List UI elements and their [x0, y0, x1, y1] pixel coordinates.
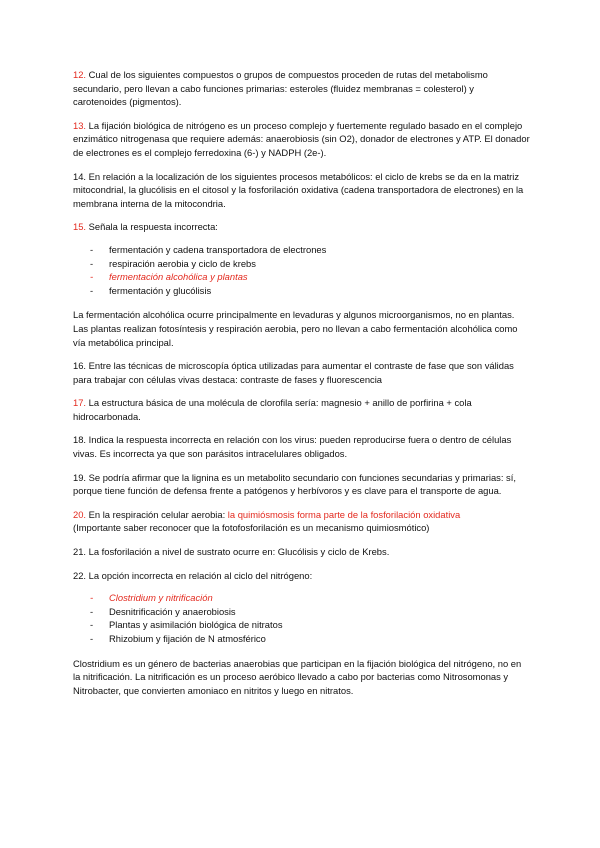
question-text: La estructura básica de una molécula de clorofila sería: magnesio + anillo de porfirina + cola hidrocarbonada.	[73, 397, 472, 422]
question-number: 12.	[73, 69, 87, 80]
question-15-explanation: La fermentación alcohólica ocurre principalmente en levaduras y algunos microorganismos, no en plantas. Las plantas realizan fotosíntesis y respiración aerobia, pero no llevan a cabo fermentación alcohólica como vía metabólica principal.	[73, 309, 518, 348]
question-22-explanation: Clostridium es un género de bacterias anaerobias que participan en la fijación biológica del nitrógeno, no en la nitrificación. La nitrificación es un proceso aeróbico llevado a cabo por bacterias como Nitrosomonas y Nitrobacter, que convierten amoniaco en nitritos y luego en nitratos.	[73, 657, 522, 696]
question-14	[73, 170, 530, 211]
option-item: - Desnitrificación y anaerobiosis	[90, 605, 530, 619]
question-21	[73, 545, 530, 559]
option-item: - Rhizobium y fijación de N atmosférico	[90, 632, 530, 646]
question-13	[73, 119, 530, 160]
question-19	[73, 471, 530, 498]
question-22	[73, 569, 530, 583]
question-12	[73, 68, 530, 109]
question-20	[73, 508, 530, 535]
question-text: 21. La fosforilación a nivel de sustrato ocurre en: Glucólisis y ciclo de Krebs.	[73, 546, 390, 558]
question-text: Señala la respuesta incorrecta:	[86, 221, 218, 233]
option-item: - Plantas y asimilación biológica de nitratos	[90, 618, 530, 632]
question-text: 18. Indica la respuesta incorrecta en relación con los virus: pueden reproducirse fuera o dentro de células vivas. Es incorrecta ya que son parásitos intracelulares obligados.	[73, 434, 512, 460]
question-text: Cual de los siguientes compuestos o grupos de compuestos proceden de rutas del metabolismo secundario, pero llevan a cabo funciones primarias: esteroles (fluidez membranas = colesterol) y carotenoides (pigmentos).	[73, 69, 488, 108]
question-22-options	[73, 591, 530, 645]
question-text: 19. Se podría afirmar que la lignina es un metabolito secundario con funciones secundarias y primarias: sí, porque tiene función de defensa frente a patógenos y herbívoros y es clave para el transporte de agua.	[73, 471, 516, 497]
option-item-correct: - Clostridium y nitrificación	[90, 591, 530, 605]
question-text: 14. En relación a la localización de los siguientes procesos metabólicos: el ciclo de krebs se da en la matriz mitocondrial, la glucólisis en el citosol y la fosforilación oxidativa (cadena transportadora de electrones) en la membrana interna de la mitocondria.	[73, 170, 524, 209]
question-16	[73, 359, 530, 386]
question-18	[73, 433, 530, 460]
option-item: - respiración aerobia y ciclo de krebs	[90, 257, 530, 271]
question-text: 16. Entre las técnicas de microscopía óptica utilizadas para aumentar el contraste de fase que son válidas para trabajar con células vivas destaca: contraste de fases y fluorescencia	[73, 360, 514, 385]
question-text: La fijación biológica de nitrógeno es un proceso complejo y fuertemente regulado basado en el complejo enzimático nitrogenasa que requiere además: anaerobiosis (sin O2), donador de electrones y ATP. El donador de electrones es el complejo ferredoxina (6-) y NADPH (2e-).	[73, 119, 530, 158]
question-number: 15.	[73, 221, 87, 233]
question-number: 17.	[73, 397, 87, 409]
question-15	[73, 220, 530, 234]
question-number: 13.	[73, 119, 87, 131]
question-15-options	[73, 243, 530, 297]
question-text: 22. La opción incorrecta en relación al ciclo del nitrógeno:	[73, 569, 313, 581]
question-note: (Importante saber reconocer que la fotofosforilación es un mecanismo quimiosmótico)	[73, 522, 430, 534]
option-item: - fermentación y glucólisis	[90, 284, 530, 298]
option-item: - fermentación y cadena transportadora de electrones	[90, 243, 530, 257]
question-answer: la quimiósmosis forma parte de la fosforilación oxidativa	[227, 508, 461, 520]
question-number: 20.	[73, 508, 87, 520]
option-item-correct: - fermentación alcohólica y plantas	[90, 270, 530, 284]
question-17	[73, 396, 530, 423]
question-text: En la respiración celular aerobia:	[86, 508, 228, 520]
